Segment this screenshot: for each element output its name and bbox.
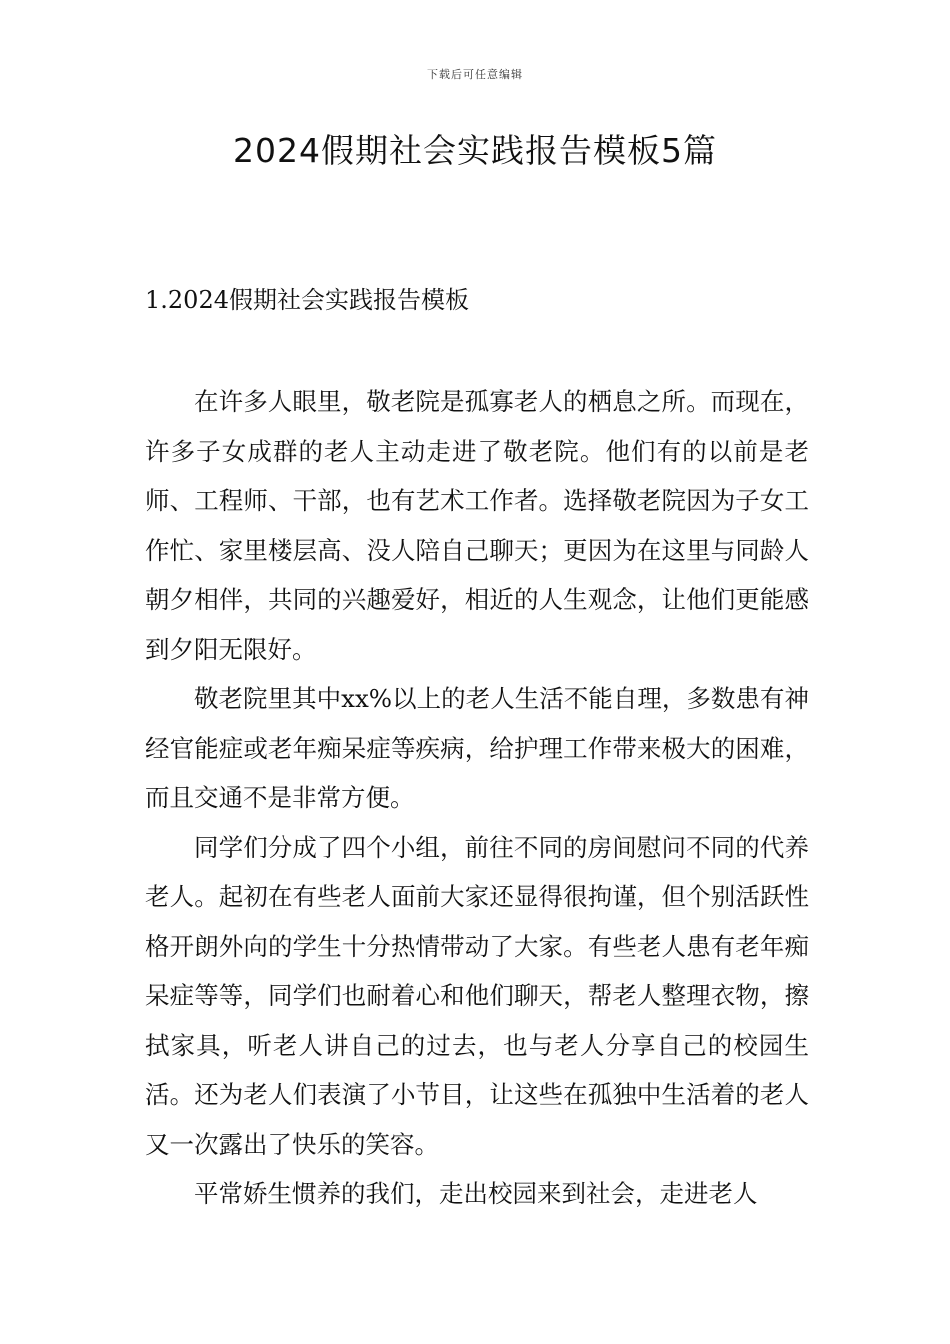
paragraph: 平常娇生惯养的我们，走出校园来到社会，走进老人 <box>194 1179 758 1208</box>
paragraph: 在许多人眼里，敬老院是孤寡老人的栖息之所。而现在，许多子女成群的老人主动走进了敬老院。他们有的以前是老师、工程师、干部，也有艺术工作者。选择敬老院因为子女工作忙、家里楼层高、没人陪自己聊天；更因为在这里与同龄人朝夕相伴，共同的兴趣爱好，相近的人生观念，让他们更能感到夕阳无限好。 <box>145 387 809 664</box>
paragraph: 同学们分成了四个小组，前往不同的房间慰问不同的代养老人。起初在有些老人面前大家还显得很拘谨，但个别活跃性格开朗外向的学生十分热情带动了大家。有些老人患有老年痴呆症等等，同学们也耐着心和他们聊天，帮老人整理衣物，擦拭家具，听老人讲自己的过去，也与老人分享自己的校园生活。还为老人们表演了小节目，让这些在孤独中生活着的老人又一次露出了快乐的笑容。 <box>145 832 809 1159</box>
section-heading: 1.2024假期社会实践报告模板 <box>145 286 469 314</box>
document-body <box>145 377 809 1219</box>
paragraph: 敬老院里其中xx%以上的老人生活不能自理，多数患有神经官能症或老年痴呆症等疾病，给护理工作带来极大的困难，而且交通不是非常方便。 <box>145 684 809 812</box>
header-note: 下载后可任意编辑 <box>427 68 523 81</box>
document-title: 2024假期社会实践报告模板5篇 <box>233 131 717 170</box>
